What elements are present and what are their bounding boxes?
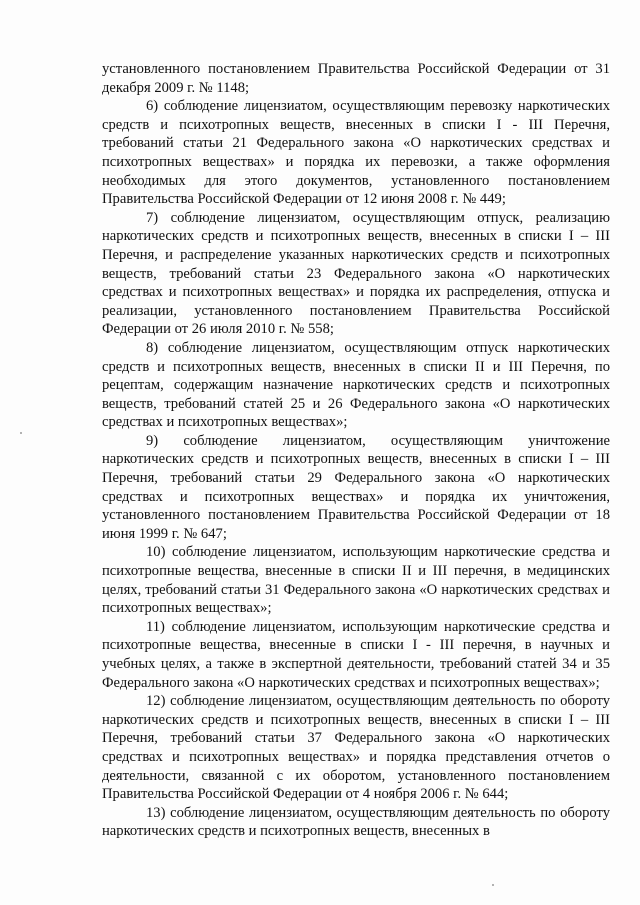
paragraph-item-11: 11) соблюдение лицензиатом, использующим наркотические средства и психотропные вещества, внесенные в списки I - III перечня, в научных и учебных целях, а также в экспертной деятельности, требований статей 34 и 35 Федерального закона «О наркотических средствах и психотропных веществах»; [102, 618, 610, 691]
paragraph-continuation: установленного постановлением Правительства Российской Федерации от 31 декабря 2009 г. № 1148; [102, 61, 610, 96]
paragraph-item-10: 10) соблюдение лицензиатом, использующим наркотические средства и психотропные вещества, внесенные в списки II и III перечня, в медицинских целях, требований статьи 31 Федерального закона «О наркотических средствах и психотропных веществах»; [102, 544, 610, 617]
scan-speck [492, 884, 494, 886]
document-body [102, 60, 610, 841]
paragraph-item-6: 6) соблюдение лицензиатом, осуществляющим перевозку наркотических средств и психотропных веществ, внесенных в списки I - III Перечня, требований статьи 21 Федерального закона «О наркотических средствах и психотропных веществах» и порядка их перевозки, а также оформления необходимых для этого документов, установленного постановлением Правительства Российской Федерации от 12 июня 2008 г. № 449; [102, 98, 610, 208]
paragraph-item-8: 8) соблюдение лицензиатом, осуществляющим отпуск наркотических средств и психотропных веществ, внесенных в списки II и III Перечня, по рецептам, содержащим назначение наркотических средств и психотропных веществ, требований статей 25 и 26 Федерального закона «О наркотических средствах и психотропных веществах»; [102, 339, 610, 431]
scan-speck [20, 432, 22, 434]
paragraph-item-9: 9) соблюдение лицензиатом, осуществляющим уничтожение наркотических средств и психотропных веществ, внесенных в списки I – III Перечня, требований статьи 29 Федерального закона «О наркотических средствах и психотропных веществах» и порядка их уничтожения, установленного постановлением Правительства Российской Федерации от 18 июня 1999 г. № 647; [102, 432, 610, 542]
paragraph-item-7: 7) соблюдение лицензиатом, осуществляющим отпуск, реализацию наркотических средств и психотропных веществ, внесенных в списки I – III Перечня, и распределение указанных наркотических средств и психотропных веществ, требований статьи 23 Федерального закона «О наркотических средствах и психотропных веществах» и порядка их распределения, отпуска и реализации, установленного постановлением Правительства Российской Федерации от 26 июля 2010 г. № 558; [102, 209, 610, 338]
paragraph-item-13: 13) соблюдение лицензиатом, осуществляющим деятельность по обороту наркотических средств и психотропных веществ, внесенных в [102, 804, 610, 840]
paragraph-item-12: 12) соблюдение лицензиатом, осуществляющим деятельность по обороту наркотических средств и психотропных веществ, внесенных в списки I – III Перечня, требований статьи 37 Федерального закона «О наркотических средствах и психотропных веществах» и порядка представления отчетов о деятельности, связанной с их оборотом, установленного постановлением Правительства Российской Федерации от 4 ноября 2006 г. № 644; [102, 693, 610, 803]
